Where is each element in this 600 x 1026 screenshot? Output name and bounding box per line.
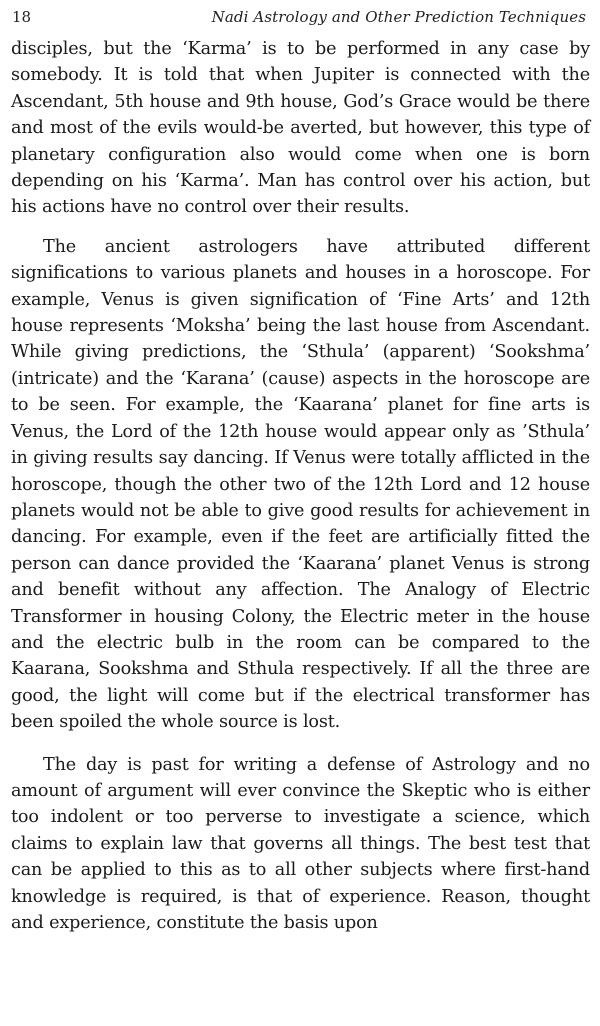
page-number: 18 <box>12 8 32 26</box>
paragraph-karma: disciples, but the ‘Karma’ is to be performed in any case by somebody. It is told that when Jupiter is connected with the Ascendant, 5th house and 9th house, God’s Grace would be there and most of the evils would-be averted, but however, this type of planetary configuration also would come when one is born depending on his ‘Karma’. Man has control over his action, but his actions have no control over their results. <box>11 39 590 218</box>
paragraph-significations: The ancient astrologers have attributed different significations to various planets and houses in a horoscope. For example, Venus is given signification of ‘Fine Arts’ and 12th house represents ‘Moksha’ being the last house from Ascendant. While giving predictions, the ‘Sthula’ (apparent) ‘Sookshma’ (intricate) and the ‘Karana’ (cause) aspects in the horoscope are to be seen. For example, the ‘Kaarana’ planet for fine arts is Venus, the Lord of the 12th house would appear only as ’Sthula’ in giving results say dancing. If Venus were totally afflicted in the horoscope, though the other two of the 12th Lord and 12 house planets would not be able to give good results for achievement in dancing. For example, even if the feet are artificially fitted the person can dance provided the ‘Kaarana’ planet Venus is strong and benefit without any affection. The Analogy of Electric Transformer in housing Colony, the Electric meter in the house and the electric bulb in the room can be compared to the Kaarana, Sookshma and Sthula respectively. If all the three are good, the light will come but if the electrical transformer has been spoiled the whole source is lost. <box>11 236 590 733</box>
running-head <box>11 0 590 30</box>
running-title: Nadi Astrology and Other Prediction Techniques <box>211 8 586 26</box>
paragraph-defense-of-astrology: The day is past for writing a defense of Astrology and no amount of argument will ever convince the Skeptic who is either too indolent or too perverse to investigate a science, which claims to explain law that governs all things. The best test that can be applied to this as to all other subjects where first-hand knowledge is required, is that of experience. Reason, thought and experience, constitute the basis upon <box>11 754 590 933</box>
body-text <box>11 36 590 936</box>
